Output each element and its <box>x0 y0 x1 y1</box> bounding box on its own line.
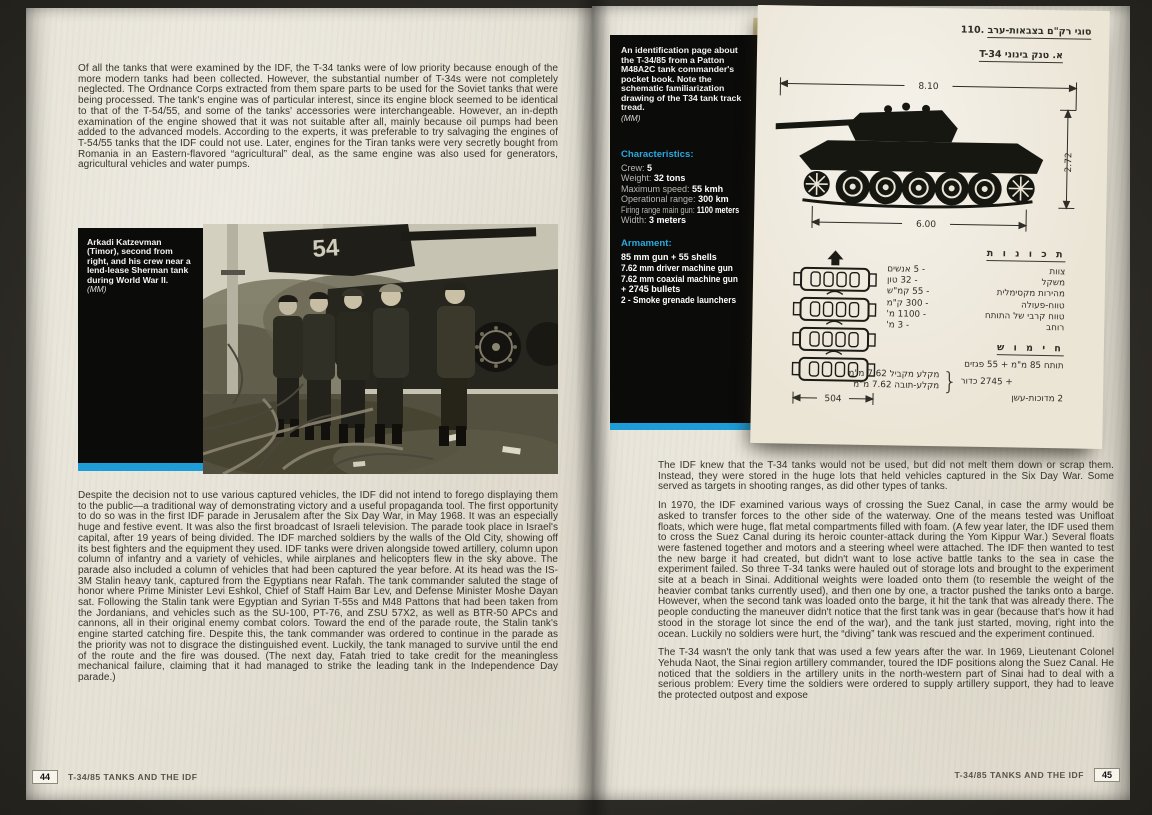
sidebar-info-box <box>610 35 758 423</box>
scanned-identification-page <box>750 5 1110 449</box>
tank-schematic-drawing <box>764 65 1097 241</box>
svg-text:504: 504 <box>824 394 842 405</box>
footer-title-left: T-34/85 TANKS AND THE IDF <box>68 772 198 782</box>
armament-line: 7.62 mm coaxial machine gun <box>621 273 738 284</box>
scan-armament-section <box>848 333 1064 406</box>
photo-caption-credit: (MM) <box>87 284 107 295</box>
scan-armament-bullets: + 2745 כדור <box>960 376 1013 387</box>
photo-illustration <box>203 224 558 474</box>
svg-text:8.10: 8.10 <box>918 81 939 93</box>
scan-armament-heading: ח י מ ו ש <box>996 342 1064 355</box>
char-width: Width: 3 meters <box>621 215 687 226</box>
armament-heading: Armament: <box>621 238 672 250</box>
footer-title-right: T-34/85 TANKS AND THE IDF <box>954 770 1084 780</box>
scan-spec-row: צוות - 5 אנשים <box>887 264 1066 278</box>
footer-left <box>32 770 197 784</box>
sidebar-accent-bar <box>610 423 758 430</box>
armament-line: 85 mm gun + 55 shells <box>621 252 717 263</box>
svg-text:2.72: 2.72 <box>1063 152 1075 173</box>
brace-glyph: { <box>942 367 958 396</box>
scan-spec-row: טווח קרבי של התותח - 1100 מ' <box>886 309 1065 323</box>
scan-specs-heading: ת כ ו נ ו ת <box>986 247 1066 261</box>
scan-armament-smoke: 2 מדוכות-עשן <box>1011 393 1064 405</box>
photo-sherman-crew <box>203 224 558 474</box>
armament-line: 2 - Smoke grenade launchers <box>621 295 737 306</box>
caption-accent-bar <box>78 463 203 471</box>
page-right <box>592 6 1130 800</box>
char-crew: Crew: 5 <box>621 162 653 173</box>
scan-spec-row: רוחב - 3 מ' <box>886 320 1065 334</box>
page-left <box>26 8 592 800</box>
left-paragraph-2: Despite the decision not to use various captured vehicles, the IDF did not intend to forego displaying them to the public—a traditional way of demonstrating victory and a useful propaganda tool. The first opportunity to do so was in the first IDF parade in Jerusalem after the Six Day War, in May 1968. It was an especially huge and festive event. It was also the first broadcast of Israeli television. The parade took place in Israel's capital, after 19 years of being divided. The IDF marched soldiers by the walls of the Old City, showing off its best fighters and the equipment they used. IDF tanks were driven alongside towed artillery, column upon column of infantry and a variety of vehicles, while airplanes and helicopters flew in the sky above. The parade also included a column of vehicles that had been captured the year before. At its head was the IS-3M Stalin heavy tank, captured from the Egyptians near Rafah. The tank commander saluted the stage of honor where Prime Minister Levi Eshkol, Chief of Staff Haim Bar Lev, and Defense Minister Moshe Dayan sat. Following the Stalin tank were Egyptian and Syrian T-55s and M48 Pattons that had been taken from the Jordanians, and vehicles such as the SU-100, PT-76, and ZSU 57X2, as well as BTR-50 APCs and cannons, all in their original enemy combat colors. Toward the end of the parade route, the Stalin tank's engine started catching fire. Despite this, the tank commander was ordered to continue in the parade as the priority was not to disgrace the distinguished event. Luckily, the tank managed to survive until the end of the route and the fire was doused. (The next day, Fatah tried to take credit for the meaningless mechanical failure, claiming that it had managed to strike the leading tank in the Independence Day parade.) <box>78 490 558 683</box>
char-range: Operational range: 300 km <box>621 194 729 205</box>
right-text-column <box>658 461 1114 710</box>
scan-armament-mg-group: + 2745 כדור { מקלע מקביל 7.62 מ"מ מקלע-תובה 7.62 מ"מ <box>848 367 1013 396</box>
right-paragraph-3: The T-34 wasn't the only tank that was used a few years after the war. In 1969, Lieutenant Colonel Yehuda Naot, the Sinai region artillery commander, toured the IDF positions along the Suez Canal. He noticed that the soldiers in the artillery units in the north-western part of Sinai had to deal with a serious problem: Every time the soldiers were ordered to supply artillery support, they had to leave the protected outpost and expose <box>658 647 1115 702</box>
page-number-left: 44 <box>32 770 58 784</box>
scan-spec-row: משקל - 32 טון <box>886 275 1066 289</box>
scan-spec-row: מהירות מקסימלית - 55 קמ"ש <box>886 286 1065 300</box>
sidebar-caption-credit: (MM) <box>621 112 641 123</box>
photo-tank-number: 54 <box>311 234 341 263</box>
left-paragraph-1: Of all the tanks that were examined by the IDF, the T-34 tanks were of low priority because enough of the more modern tanks had been collected. However, the substantial number of T-34s were not completely neglected. The Ordnance Corps extracted from them spare parts to be used for the Soviet tanks that were being processed. The tank's engine was of particular interest, since its engine block seemed to be identical to that of the T-54/55, and some of the tanks' accessories were interchangeable. However, an in-depth examination of the engine showed that it was not suitable after all, mainly because oil pumps had been added to the advanced models. According to the experts, it was preferable to try salvaging the engines of T-54/55 tanks that the IDF could not use. Later, engines for the Tiran tanks were very secretly bought from Romania in an Eastern-flavored “agricultural” deal, as the same engine was also used for generators, agricultural vehicles and water pumps. <box>78 63 558 171</box>
scan-spec-row: טווח-פעולה - 300 ק"מ <box>886 297 1065 311</box>
scan-header-1: סוגי רק"ם בצבאות-ערב .110 <box>960 24 1092 38</box>
page-number-right: 45 <box>1094 768 1120 782</box>
char-weight: Weight: 32 tons <box>621 173 686 184</box>
scan-specs-section <box>886 239 1066 334</box>
sidebar-caption: An identification page about the T-34/85 from a Patton M48A2C tank commander's pocket book. Note the schematic familiarization drawing of the T34 tank track tread. <box>621 45 742 112</box>
char-speed: Maximum speed: 55 kmh <box>621 183 724 194</box>
scan-armament-gun: תותח 85 מ"מ + 55 פגזים <box>964 359 1064 372</box>
svg-text:6.00: 6.00 <box>915 219 937 231</box>
photo-caption-text: Arkadi Katzevman (Timor), second from right, and his crew near a lend-lease Sherman tank during World War II. <box>87 237 191 285</box>
char-firing-range: Firing range main gun: 1100 meters <box>621 204 740 215</box>
armament-line: 7.62 mm driver machine gun <box>621 262 733 273</box>
scan-header-2: א. טנק בינוני T-34 <box>979 48 1064 62</box>
photo-caption-box <box>78 228 203 463</box>
right-paragraph-1: The IDF knew that the T-34 tanks would not be used, but did not melt them down or scrap them. Instead, they were stored in the huge lots that held vehicles captured in the Six Day War. Some served as targets in shooting ranges, as did other types of tanks. <box>658 460 1114 493</box>
armament-line: + 2745 bullets <box>621 284 681 295</box>
characteristics-heading: Characteristics: <box>621 148 694 160</box>
right-paragraph-2: In 1970, the IDF examined various ways of crossing the Suez Canal, in case the army would be asked to transfer forces to the other side of the waterway. One of the means tested was Unifloat floats, which were huge, flat metal compartments filled with foam. (A few year later, the IDF used them to cross the Suez Canal during its heroic counter-attack during the Yom Kippur War.) Several floats were fastened together and motors and a steering wheel were attached. The IDF then wanted to test the new barge it had created, but didn't want to lose active battle tanks to the sea in case the experiment failed. So three T-34 tanks were hauled out of storage lots and brought to the experiment site at a beach in Sinai. Additional weights were loaded onto them (to resemble the weight of the heavier combat tanks currently used), and then one by one, a tractor pushed the tanks onto a barge. However, when the second tank was loaded onto the barge, it hit the tank that was already there. The people conducting the maneuver didn't notice that the first tank was in gear (because that's how it had stood in the storage lot since the end of the war), and the tank just started, moving, right into the ocean. Luckily no soldiers were hurt, the “diving” tank was rescued and the experiment continued. <box>658 500 1114 640</box>
footer-right <box>955 768 1120 782</box>
